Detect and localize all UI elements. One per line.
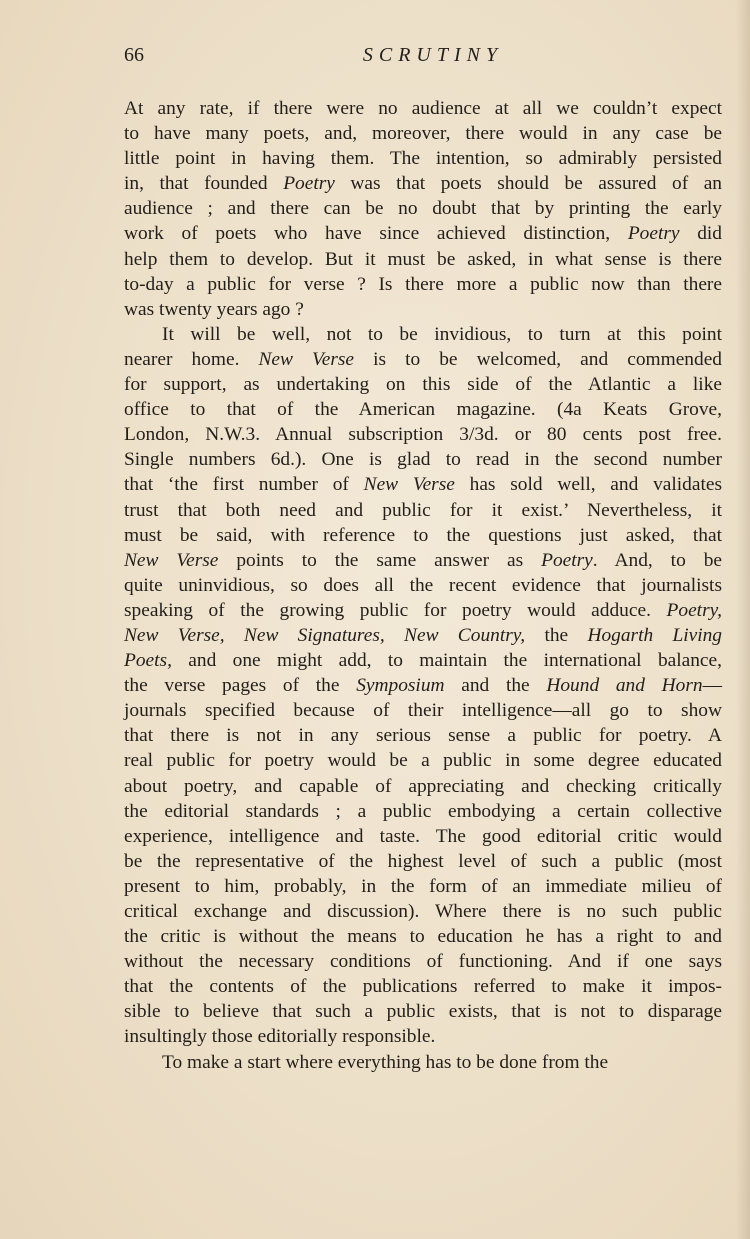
text-line (124, 196, 722, 221)
text-line (124, 297, 722, 322)
italic-title: Poetry (627, 223, 680, 245)
text-run: the editorial standards ; a public embodying a certain collective (124, 800, 722, 822)
italic-title: Poetry (541, 549, 593, 571)
text-line (124, 824, 722, 849)
italic-title: Poetry, (666, 599, 722, 621)
text-run: trust that both need and public for it exist.’ Nevertheless, it (124, 499, 722, 521)
text-line (124, 272, 722, 297)
italic-title: New Verse (258, 348, 355, 370)
text-run: about poetry, and capable of appreciating and checking critically (124, 775, 722, 797)
text-run: experience, intelligence and taste. The good editorial critic would (124, 825, 722, 847)
text-run: is to be welcomed, and commended (354, 348, 723, 370)
text-line (124, 874, 722, 899)
text-run: in, that founded (124, 173, 284, 195)
text-run: for support, as undertaking on this side of the Atlantic a like (124, 374, 722, 396)
text-run: To make a start where everything has to be done from the (162, 1051, 609, 1073)
text-run: that the contents of the publications referred to make it impos- (124, 976, 722, 998)
text-run: . And, to be (592, 549, 723, 571)
text-run: help them to develop. But it must be asked, in what sense is there (124, 248, 722, 270)
text-run: has sold well, and validates (454, 474, 722, 496)
running-head: SCRUTINY (362, 44, 504, 66)
text-line (124, 698, 722, 723)
text-line (124, 799, 722, 824)
text-run: audience ; and there can be no doubt that by printing the early (124, 198, 722, 220)
text-run: must be said, with reference to the questions just asked, that (124, 524, 722, 546)
text-line (124, 472, 722, 497)
text-run: did (679, 223, 722, 245)
text-line (124, 422, 722, 447)
text-line (124, 723, 722, 748)
text-run: critical exchange and discussion). Where there is no such public (124, 901, 722, 922)
text-run: and the (444, 675, 547, 697)
page-edge-shadow (736, 0, 750, 1239)
text-line (124, 999, 722, 1024)
text-line (124, 322, 722, 347)
text-line (124, 623, 722, 648)
text-run: insultingly those editorially responsible. (124, 1026, 436, 1048)
text-run: Single numbers 6d.). One is glad to read in the second number (124, 449, 722, 471)
text-run: real public for poetry would be a public in some degree educated (124, 750, 722, 772)
text-run: to have many poets, and, moreover, there would in any case be (124, 123, 722, 145)
text-run: office to that of the American magazine. (4a Keats Grove, (124, 399, 722, 421)
text-line (124, 648, 722, 673)
text-run: quite uninvidious, so does all the recent evidence that journalists (124, 574, 722, 596)
text-run: present to him, probably, in the form of an immediate milieu of (124, 875, 722, 897)
text-line (124, 673, 722, 698)
text-run: points to the same answer as (218, 549, 542, 571)
text-run: that there is not in any serious sense a public for poetry. A (124, 725, 722, 747)
text-line (124, 924, 722, 949)
text-line (124, 146, 722, 171)
page-header (124, 44, 722, 74)
text-line (124, 347, 722, 372)
italic-title: New Verse (124, 549, 219, 571)
page-number: 66 (124, 44, 144, 66)
italic-title: Poets, (124, 650, 172, 672)
text-line (124, 447, 722, 472)
text-run: was that poets should be assured of an (334, 173, 722, 195)
text-run: was twenty years ago ? (124, 298, 304, 320)
text-run: to-day a public for verse ? Is there more a public now than there (124, 273, 722, 295)
text-line (124, 221, 722, 246)
text-run: sible to believe that such a public exists, that is not to disparage (124, 1001, 722, 1023)
text-line (124, 899, 722, 924)
italic-title: Poetry (283, 173, 335, 195)
text-line (124, 247, 722, 272)
text-line (124, 96, 722, 121)
text-run: nearer home. (124, 348, 259, 370)
italic-title: New Verse (363, 474, 455, 496)
text-run: work of poets who have since achieved distinction, (124, 223, 628, 245)
text-run: be the representative of the highest level of such a public (most (124, 850, 722, 872)
italic-title: Hogarth Living (587, 624, 723, 646)
text-run: that ‘the first number of (124, 474, 364, 496)
text-line (124, 598, 722, 623)
text-run: — (702, 675, 722, 697)
text-line (124, 774, 722, 799)
text-run: little point in having them. The intention, so admirably persisted (124, 148, 722, 170)
text-line (124, 1050, 722, 1075)
text-line (124, 171, 722, 196)
text-line (124, 397, 722, 422)
text-run: It will be well, not to be invidious, to turn at this point (162, 323, 722, 345)
text-line (124, 498, 722, 523)
italic-title: New Verse, New Signatures, New Country, (124, 624, 526, 646)
italic-title: Symposium (356, 675, 445, 697)
italic-title: Hound and Horn (546, 675, 703, 697)
text-line (124, 548, 722, 573)
text-line (124, 523, 722, 548)
text-line (124, 974, 722, 999)
text-run: speaking of the growing public for poetry would adduce. (124, 599, 667, 621)
text-run: the critic is without the means to education he has a right to and (124, 926, 722, 948)
text-line (124, 748, 722, 773)
text-line (124, 121, 722, 146)
text-run: At any rate, if there were no audience at all we couldn’t expect (124, 98, 722, 119)
text-run: journals specified because of their intelligence—all go to show (124, 700, 722, 722)
text-line (124, 849, 722, 874)
text-run: and one might add, to maintain the international balance, (171, 650, 722, 672)
text-line (124, 1024, 722, 1049)
text-line (124, 372, 722, 397)
text-run: without the necessary conditions of functioning. And if one says (124, 951, 722, 973)
text-line (124, 573, 722, 598)
body-text (124, 96, 722, 1075)
text-run: the verse pages of the (124, 675, 357, 697)
text-run: the (525, 624, 588, 646)
text-line (124, 949, 722, 974)
text-run: London, N.W.3. Annual subscription 3/3d. or 80 cents post free. (124, 424, 722, 446)
